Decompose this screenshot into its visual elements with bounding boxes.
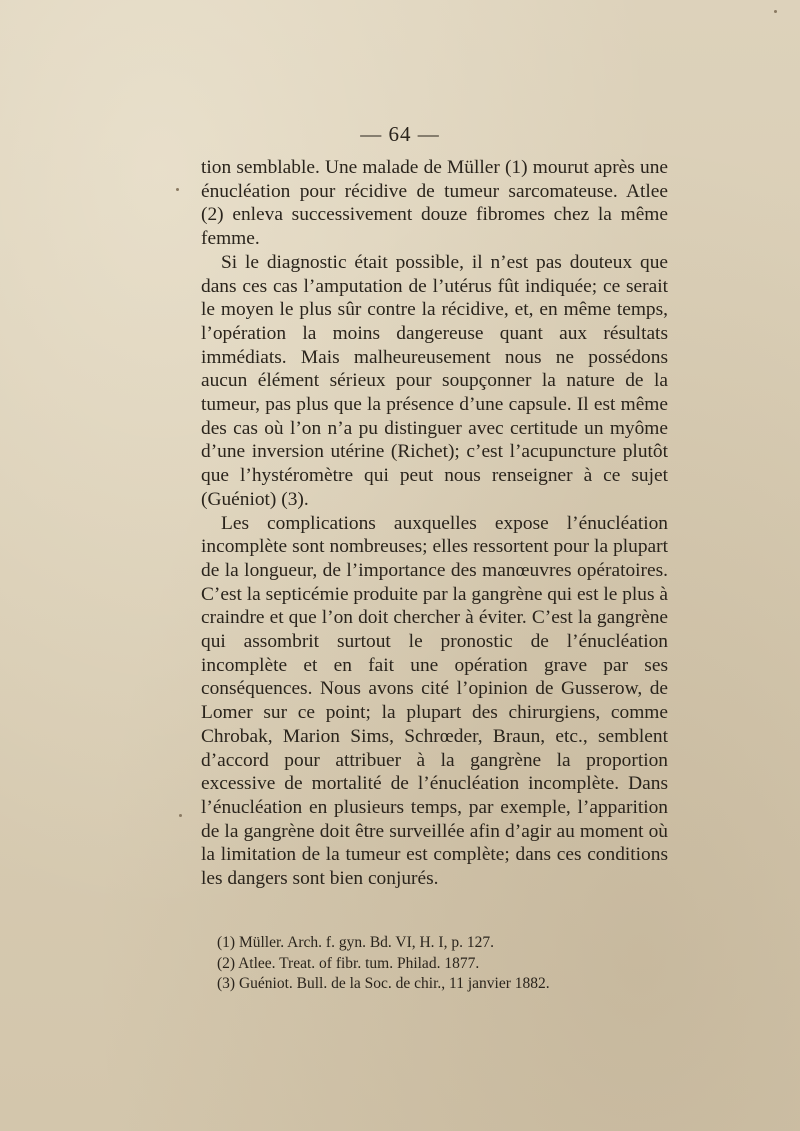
paragraph-3: Les complications auxquelles expose l’énucléation incomplète sont nombreuses; elles ressortent pour la plupart de la longueur, de l’importance des manœuvres opératoires. C’est la septicémie produite par la gangrène qui est le plus à craindre et que l’on doit chercher à éviter. C’est la gangrène qui assombrit surtout le pronostic de l’énucléation incomplète et en fait une opération grave par ses conséquences. Nous avons cité l’opinion de Gusserow, de Lomer sur ce point; la plupart des chirurgiens, comme Chrobak, Marion Sims, Schrœder, Braun, etc., semblent d’accord pour attribuer à la gangrène la proportion excessive de mortalité de l’énucléation incomplète. Dans l’énucléation en plusieurs temps, par exemple, l’apparition de la gangrène doit être surveillée afin d’agir au moment où la limitation de la tumeur est complète; dans ces conditions les dangers sont bien conjurés. bbox=[201, 512, 668, 890]
page-number: — 64 — bbox=[360, 122, 440, 146]
body-text bbox=[201, 156, 668, 891]
paper-speck bbox=[176, 188, 179, 191]
paragraph-1: tion semblable. Une malade de Müller (1) mourut après une énucléation pour récidive de tumeur sarcomateuse. Atlee (2) enleva successivement douze fibromes chez la même femme. bbox=[201, 157, 668, 250]
paragraph-2: Si le diagnostic était possible, il n’est pas douteux que dans ces cas l’amputation de l’utérus fût indiquée; ce serait le moyen le plus sûr contre la récidive, et, en même temps, l’opération la moins dangereuse quant aux résultats immédiats. Mais malheureusement nous ne possédons aucun élément sérieux pour soupçonner la nature de la tumeur, pas plus que la présence d’une capsule. Il est même des cas où l’on n’a pu distinguer avec certitude un myôme d’une inversion utérine (Richet); c’est l’acupuncture plutôt que l’hystéromètre qui peut nous renseigner à ce sujet (Guéniot) (3). bbox=[201, 251, 668, 510]
footnote-1: (1) Müller. Arch. f. gyn. Bd. VI, H. I, p. 127. bbox=[217, 934, 494, 951]
footnotes bbox=[217, 933, 667, 995]
footnote-3: (3) Guéniot. Bull. de la Soc. de chir., 11 janvier 1882. bbox=[217, 975, 550, 992]
paper-speck bbox=[774, 10, 777, 13]
paper-speck bbox=[179, 814, 182, 817]
footnote-2: (2) Atlee. Treat. of fibr. tum. Philad. 1877. bbox=[217, 954, 480, 972]
